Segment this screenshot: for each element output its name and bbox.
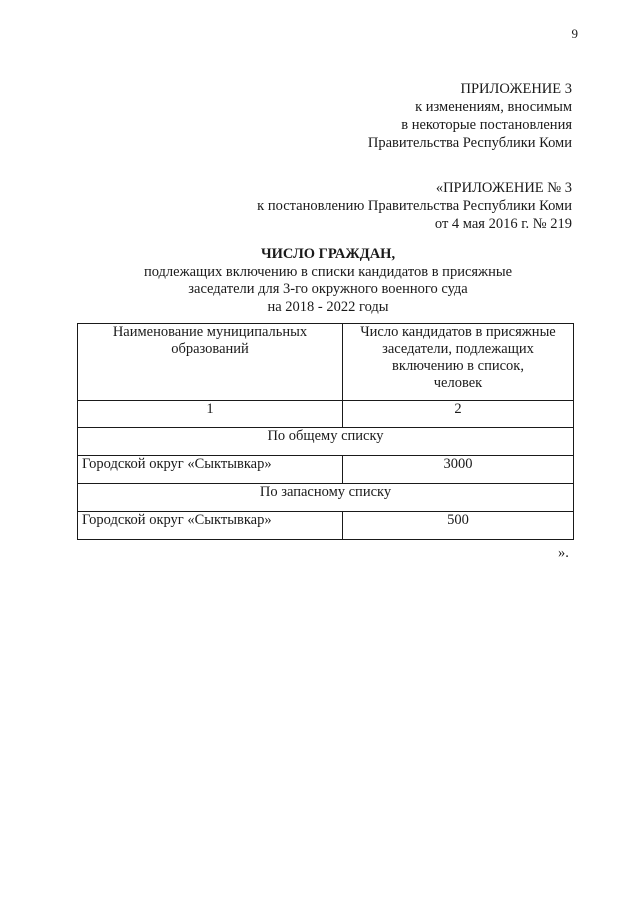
title-line: подлежащих включению в списки кандидатов в присяжные: [143, 263, 513, 280]
closing-quote-mark: ».: [558, 545, 569, 561]
header-candidate-count: [343, 324, 574, 401]
original-appendix-line: к постановлению Правительства Республики Коми: [257, 198, 572, 214]
table-row: [78, 512, 574, 540]
section-row-reserve: [78, 484, 574, 512]
appendix-header-line: ПРИЛОЖЕНИЕ 3: [460, 81, 572, 97]
header-text-line: включению в список,: [392, 358, 524, 374]
table-row: [78, 456, 574, 484]
title-line: на 2018 - 2022 годы: [267, 298, 389, 315]
table-header-row: [78, 324, 574, 401]
column-number: 1: [78, 401, 343, 428]
appendix-header-line: Правительства Республики Коми: [367, 135, 572, 151]
appendix-header: [368, 80, 572, 152]
section-title: По общему списку: [78, 428, 574, 456]
original-appendix-line: «ПРИЛОЖЕНИЕ № 3: [435, 180, 572, 196]
document-title: [0, 246, 640, 316]
original-appendix-line: от 4 мая 2016 г. № 219: [434, 216, 572, 232]
header-text-line: человек: [433, 375, 483, 391]
title-heading: ЧИСЛО ГРАЖДАН,: [260, 246, 396, 262]
header-municipality: [78, 324, 343, 401]
candidate-count: 3000: [343, 456, 574, 484]
municipality-name: Городской округ «Сыктывкар»: [78, 512, 343, 540]
header-text-line: Число кандидатов в присяжные: [360, 324, 556, 340]
title-line: заседатели для 3-го окружного военного суда: [188, 281, 468, 297]
appendix-header-line: в некоторые постановления: [401, 117, 572, 133]
column-number: 2: [343, 401, 574, 428]
header-text-line: заседатели, подлежащих: [382, 341, 534, 357]
municipality-name: Городской округ «Сыктывкар»: [78, 456, 343, 484]
page-number: 9: [571, 26, 578, 41]
candidate-count: 500: [343, 512, 574, 540]
original-appendix-header: [257, 179, 572, 233]
section-row-general: [78, 428, 574, 456]
appendix-header-line: к изменениям, вносимым: [415, 99, 572, 115]
section-title: По запасному списку: [78, 484, 574, 512]
table-numbering-row: [78, 401, 574, 428]
header-text-line: Наименование муниципальных: [112, 324, 308, 340]
header-text-line: образований: [171, 341, 249, 357]
candidates-table: [77, 323, 574, 540]
